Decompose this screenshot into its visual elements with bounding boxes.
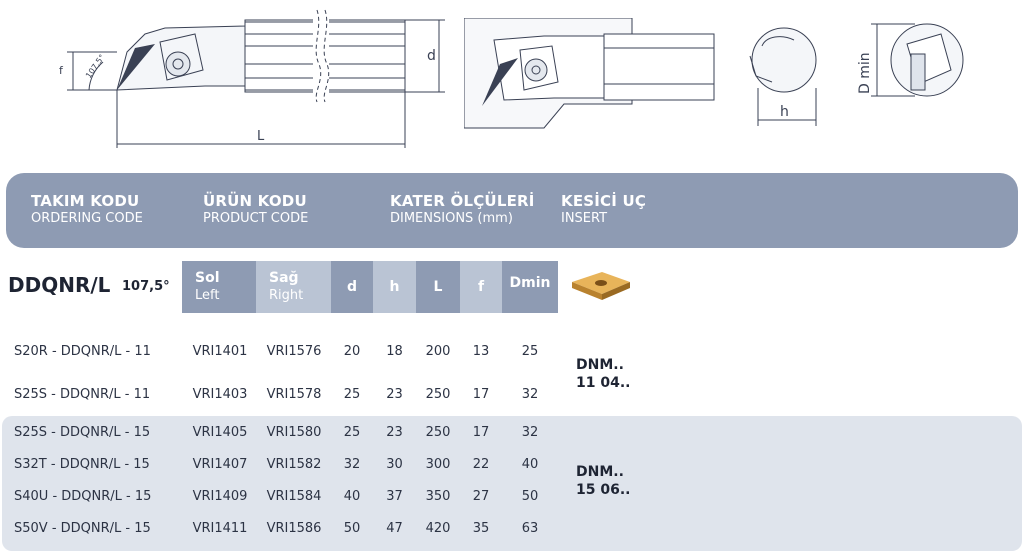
- header-dimensions: [390, 193, 535, 227]
- cell-dmin: 25: [521, 344, 539, 359]
- table-row: [0, 425, 1024, 445]
- cell-dmin: 40: [521, 457, 539, 472]
- header-dimensions-en: DIMENSIONS (mm): [390, 211, 513, 226]
- cell-left: VRI1403: [192, 387, 248, 402]
- table-row: [0, 489, 1024, 509]
- cell-right: VRI1582: [266, 457, 322, 472]
- col-header-d: d: [331, 261, 373, 313]
- cell-d: 20: [343, 344, 361, 359]
- cell-L: 200: [425, 344, 451, 359]
- cell-L: 250: [425, 425, 451, 440]
- insert-label-group-1: [576, 356, 630, 392]
- cell-d: 25: [343, 387, 361, 402]
- cell-f: 27: [472, 489, 490, 504]
- cell-left: VRI1411: [192, 521, 248, 536]
- insert-label-line1: DNM..: [576, 464, 624, 480]
- table-row: [0, 344, 1024, 364]
- cell-d: 40: [343, 489, 361, 504]
- cell-L: 250: [425, 387, 451, 402]
- cell-f: 35: [472, 521, 490, 536]
- tool-name: DDQNR/L: [8, 273, 111, 297]
- cell-code: S20R - DDQNR/L - 11: [14, 344, 151, 359]
- col-header-L: L: [416, 261, 460, 313]
- table-row: [0, 521, 1024, 541]
- cell-left: VRI1407: [192, 457, 248, 472]
- cell-right: VRI1580: [266, 425, 322, 440]
- cell-dmin: 50: [521, 489, 539, 504]
- col-header-h: h: [373, 261, 416, 313]
- insert-label-line2: 15 06..: [576, 482, 631, 498]
- cell-h: 37: [386, 489, 403, 504]
- cell-right: VRI1584: [266, 489, 322, 504]
- table-row: [0, 457, 1024, 477]
- col-header-right: [256, 261, 331, 313]
- dim-d-label: d: [427, 48, 436, 64]
- cell-code: S32T - DDQNR/L - 15: [14, 457, 150, 472]
- col-header-dmin: Dmin: [502, 261, 558, 313]
- col-header-left-tr: Sol: [195, 270, 220, 286]
- header-insert-en: INSERT: [561, 211, 608, 226]
- cell-left: VRI1409: [192, 489, 248, 504]
- tool-end-view-h: [742, 16, 830, 131]
- dim-L-label: L: [257, 129, 265, 144]
- cell-code: S40U - DDQNR/L - 15: [14, 489, 152, 504]
- cell-left: VRI1405: [192, 425, 248, 440]
- col-header-left-en: Left: [195, 288, 220, 303]
- cell-d: 25: [343, 425, 361, 440]
- col-header-left: [182, 261, 256, 313]
- insert-label-group-2: [576, 463, 630, 499]
- cell-h: 18: [386, 344, 403, 359]
- cell-right: VRI1576: [266, 344, 322, 359]
- header-ordering-code: [31, 193, 143, 227]
- header-product-code-tr: ÜRÜN KODU: [203, 192, 307, 210]
- tool-angle: 107,5°: [122, 279, 170, 294]
- cell-h: 47: [386, 521, 403, 536]
- col-header-right-en: Right: [269, 288, 304, 303]
- insert-label-line1: DNM..: [576, 357, 624, 373]
- technical-drawings: [0, 0, 1024, 165]
- header-ordering-code-en: ORDERING CODE: [31, 211, 143, 226]
- cell-code: S25S - DDQNR/L - 15: [14, 425, 151, 440]
- cell-right: VRI1578: [266, 387, 322, 402]
- tool-end-view-dmin: [845, 14, 970, 104]
- cell-left: VRI1401: [192, 344, 248, 359]
- cell-d: 32: [343, 457, 361, 472]
- header-ordering-code-tr: TAKIM KODU: [31, 192, 140, 210]
- header-insert-tr: KESİCİ UÇ: [561, 192, 647, 210]
- cell-h: 30: [386, 457, 403, 472]
- cell-dmin: 32: [521, 387, 539, 402]
- cell-f: 13: [472, 344, 490, 359]
- cell-h: 23: [386, 387, 403, 402]
- col-header-f: f: [460, 261, 502, 313]
- tool-detail-view: [464, 18, 716, 148]
- col-header-right-tr: Sağ: [269, 270, 299, 286]
- insert-image: [570, 268, 632, 304]
- dim-dmin-label: D min: [857, 52, 873, 94]
- cell-d: 50: [343, 521, 361, 536]
- insert-label-line2: 11 04..: [576, 375, 631, 391]
- dim-h-label: h: [780, 104, 789, 120]
- cell-L: 300: [425, 457, 451, 472]
- header-insert: [561, 193, 646, 227]
- cell-dmin: 32: [521, 425, 539, 440]
- dim-angle-label: 107,5°: [83, 52, 107, 80]
- cell-code: S25S - DDQNR/L - 11: [14, 387, 151, 402]
- cell-h: 23: [386, 425, 403, 440]
- tool-side-view: [55, 8, 450, 158]
- cell-right: VRI1586: [266, 521, 322, 536]
- cell-L: 350: [425, 489, 451, 504]
- header-product-code: [203, 193, 308, 227]
- cell-L: 420: [425, 521, 451, 536]
- cell-f: 17: [472, 387, 490, 402]
- cell-dmin: 63: [521, 521, 539, 536]
- cell-code: S50V - DDQNR/L - 15: [14, 521, 151, 536]
- cell-f: 22: [472, 457, 490, 472]
- cell-f: 17: [472, 425, 490, 440]
- header-dimensions-tr: KATER ÖLÇÜLERİ: [390, 192, 535, 210]
- dim-f-label: f: [59, 64, 63, 77]
- header-product-code-en: PRODUCT CODE: [203, 211, 309, 226]
- table-row: [0, 387, 1024, 407]
